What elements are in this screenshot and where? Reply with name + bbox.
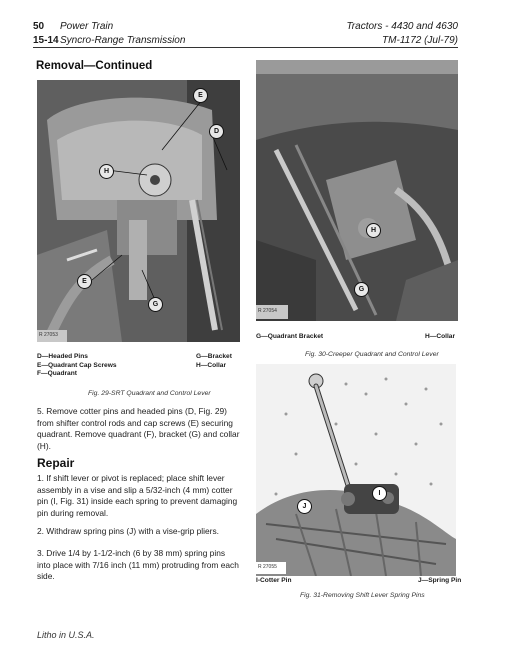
- legend-item-g: G—Bracket: [196, 353, 232, 360]
- fig31-callout-i: I: [372, 486, 387, 501]
- fig30-illustration: [256, 60, 458, 321]
- fig31-photo: [256, 364, 456, 576]
- fig30-photo: [256, 60, 458, 321]
- fig29-callout-g: G: [148, 297, 163, 312]
- footer-text: Litho in U.S.A.: [37, 630, 95, 640]
- fig30-callout-h: H: [366, 223, 381, 238]
- fig29-caption: Fig. 29-SRT Quadrant and Control Lever: [88, 390, 211, 397]
- legend-item-e: E—Quadrant Cap Screws: [37, 361, 117, 369]
- repair-step-line: 3. Drive 1/4 by 1-1/2-inch (6 by 38 mm) spring pins: [37, 548, 226, 558]
- fig30-legend-left: G—Quadrant Bracket: [256, 333, 324, 340]
- repair-step-line: 1. If shift lever or pivot is replaced; place shift lever: [37, 473, 225, 483]
- repair-heading: Repair: [37, 456, 75, 470]
- fig30-legend-right: H—Collar: [425, 333, 456, 340]
- fig31-legend-left: I-Cotter Pin: [256, 577, 292, 584]
- step5-line: 5. Remove cotter pins and headed pins (D, Fig. 29): [37, 406, 227, 416]
- repair-step-2: [37, 526, 219, 538]
- legend-item-h: H—Collar: [196, 361, 227, 369]
- repair-step-line: side.: [37, 571, 55, 581]
- fig30-callout-g: G: [354, 282, 369, 297]
- fig31-caption: Fig. 31-Removing Shift Lever Spring Pins: [300, 592, 425, 599]
- fig29-photo: [37, 80, 240, 342]
- manual-reference: TM-1172 (Jul-79): [382, 35, 458, 46]
- fig31-illustration: [256, 364, 456, 576]
- step5-line: (H).: [37, 440, 51, 451]
- fig29-legend-left: [37, 353, 117, 379]
- subsection-title: Syncro-Range Transmission: [60, 35, 186, 46]
- fig31-watermark: R 27055: [258, 564, 277, 570]
- section-code: 15-14: [33, 35, 59, 46]
- fig29-callout-e-bottom: E: [77, 274, 92, 289]
- section-title: Power Train: [60, 21, 114, 32]
- step5-paragraph: [37, 406, 240, 452]
- fig30-watermark: R 27054: [258, 308, 277, 314]
- repair-step-line: pin (I, Fig. 31) inside each spring to prevent damaging: [37, 496, 238, 506]
- repair-step-3: [37, 548, 239, 583]
- fig30-caption: Fig. 30-Creeper Quadrant and Control Lever: [305, 351, 439, 358]
- repair-step-line: assembly in a vise and slip a 5/32-inch (4 mm) cotter: [37, 484, 233, 495]
- product-title: Tractors - 4430 and 4630: [346, 21, 458, 32]
- legend-item-f: F—Quadrant: [37, 370, 77, 377]
- legend-item-d: D—Headed Pins: [37, 353, 88, 360]
- fig31-callout-j: J: [297, 499, 312, 514]
- repair-step-line: into place with 7/16 inch (11 mm) protruding from each: [37, 559, 239, 570]
- repair-step-line: pin during removal.: [37, 507, 109, 518]
- fig29-callout-d: D: [209, 124, 224, 139]
- step5-line: from shifter control rods and cap screws (E) securing: [37, 417, 233, 428]
- fig29-watermark: R 27053: [39, 332, 58, 338]
- step5-line: quadrant. Remove quadrant (F), bracket (G) and collar: [37, 429, 240, 439]
- header-rule: [33, 47, 458, 48]
- repair-step-line: 2. Withdraw spring pins (J) with a vise-grip pliers.: [37, 526, 219, 536]
- fig29-illustration: [37, 80, 240, 342]
- page-number: 50: [33, 21, 45, 32]
- fig29-legend-right: [196, 353, 232, 370]
- main-heading: Removal—Continued: [36, 60, 153, 72]
- repair-step-1: [37, 473, 237, 519]
- fig31-legend-right: J—Spring Pin: [418, 577, 462, 584]
- fig29-callout-e-top: E: [193, 88, 208, 103]
- fig29-callout-h: H: [99, 164, 114, 179]
